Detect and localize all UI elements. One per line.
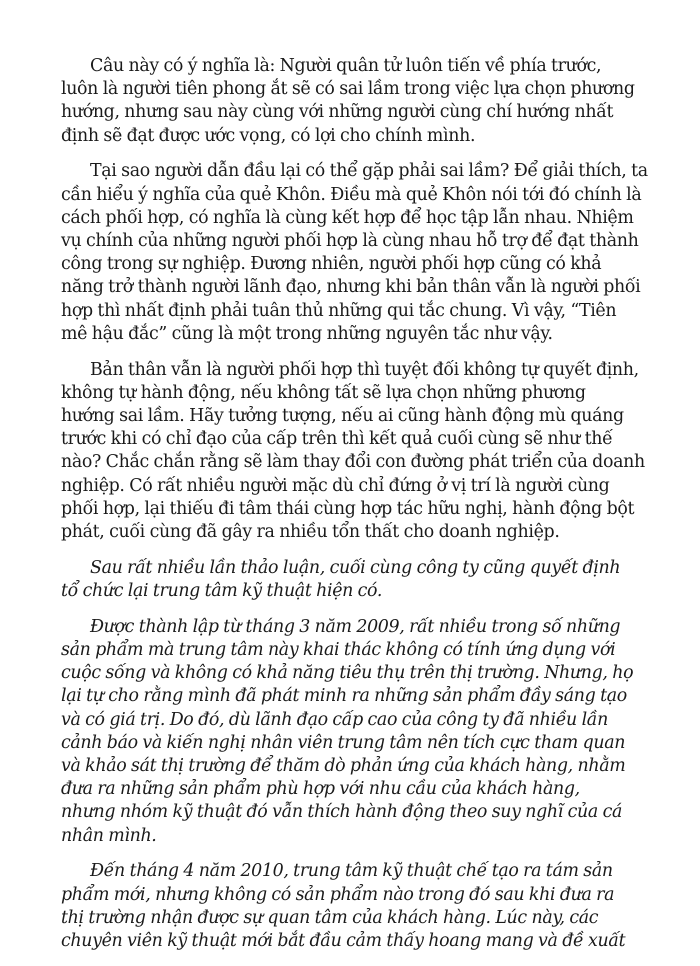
text-line: phát, cuối cùng đã gây ra nhiều tổn thất cho doanh nghiệp. [61,522,560,543]
text-line: Câu này có ý nghĩa là: Người quân tử luôn tiến về phía trước, [90,56,602,76]
text-line: không tự hành động, nếu không tất sẽ lựa chọn những phương [61,382,586,403]
text-line: cuộc sống và không có khả năng tiêu thụ trên thị trường. Nhưng, họ [61,663,634,684]
text-line: Đến tháng 4 năm 2010, trung tâm kỹ thuật chế tạo ra tám sản [90,861,613,882]
text-line: trước khi có chỉ đạo của cấp trên thì kết quả cuối cùng sẽ như thế [61,429,613,450]
text-line: hướng, nhưng sau này cùng với những người cùng chí hướng nhất [61,102,614,123]
paragraph-case-founding [61,616,661,848]
text-line: hợp thì nhất định phải tuân thủ những qui tắc chung. Vì vậy, “Tiên [61,300,617,321]
text-line: định sẽ đạt được ước vọng, có lợi cho chính mình. [61,125,476,146]
text-line: cách phối hợp, có nghĩa là cùng kết hợp để học tập lẫn nhau. Nhiệm [61,207,634,228]
text-line: thị trường nhận được sự quan tâm của khách hàng. Lúc này, các [61,907,599,928]
text-line: hướng sai lầm. Hãy tưởng tượng, nếu ai cũng hành động mù quáng [61,406,624,427]
text-line: Sau rất nhiều lần thảo luận, cuối cùng công ty cũng quyết định [90,557,621,578]
text-line: cảnh báo và kiến nghị nhân viên trung tâm nên tích cực tham quan [61,732,626,753]
text-line: lại tự cho rằng mình đã phát minh ra những sản phẩm đầy sáng tạo [61,686,627,707]
text-line: nào? Chắc chắn rằng sẽ làm thay đổi con đường phát triển của doanh [61,452,645,473]
text-line: sản phẩm mà trung tâm này khai thác không có tính ứng dụng với [61,640,616,661]
text-line: nhưng nhóm kỹ thuật đó vẫn thích hành động theo suy nghĩ của cá [61,802,623,823]
text-line: đưa ra những sản phẩm phù hợp với nhu cầu của khách hàng, [61,779,580,800]
text-line: nhân mình. [61,825,157,846]
text-line: năng trở thành người lãnh đạo, nhưng khi bản thân vẫn là người phối [61,277,641,298]
paragraph-coordinator-role [61,359,661,545]
paragraph-why-leader-errs [61,160,661,346]
paragraph-case-2010 [61,860,661,953]
text-line: phẩm mới, nhưng không có sản phẩm nào trong đó sau khi đưa ra [61,884,615,905]
text-line: chuyên viên kỹ thuật mới bắt đầu cảm thấy hoang mang và đề xuất [61,931,626,952]
text-line: và có giá trị. Do đó, dù lãnh đạo cấp cao của công ty đã nhiều lần [61,709,608,730]
text-line: công trong sự nghiệp. Đương nhiên, người phối hợp cũng có khả [61,254,602,275]
document-page [61,55,661,966]
text-line: Tại sao người dẫn đầu lại có thể gặp phải sai lầm? Để giải thích, ta [90,161,648,182]
text-line: vụ chính của những người phối hợp là cùng nhau hỗ trợ để đạt thành [61,231,639,252]
text-line: mê hậu đắc” cũng là một trong những nguyên tắc như vậy. [61,323,553,344]
text-line: nghiệp. Có rất nhiều người mặc dù chỉ đứng ở vị trí là người cùng [61,475,610,496]
text-line: tổ chức lại trung tâm kỹ thuật hiện có. [61,581,383,602]
paragraph-meaning [61,55,661,148]
text-line: Bản thân vẫn là người phối hợp thì tuyệt đối không tự quyết định, [90,359,639,380]
text-line: Được thành lập từ tháng 3 năm 2009, rất nhiều trong số những [90,616,621,637]
text-line: phối hợp, lại thiếu đi tâm thái cùng hợp tác hữu nghị, hành động bột [61,498,635,519]
text-line: cần hiểu ý nghĩa của quẻ Khôn. Điều mà quẻ Khôn nói tới đó chính là [61,184,642,205]
text-line: và khảo sát thị trường để thăm dò phản ứng của khách hàng, nhằm [61,756,626,777]
paragraph-case-intro [61,557,661,603]
text-line: luôn là người tiên phong ắt sẽ có sai lầm trong việc lựa chọn phương [61,79,635,100]
